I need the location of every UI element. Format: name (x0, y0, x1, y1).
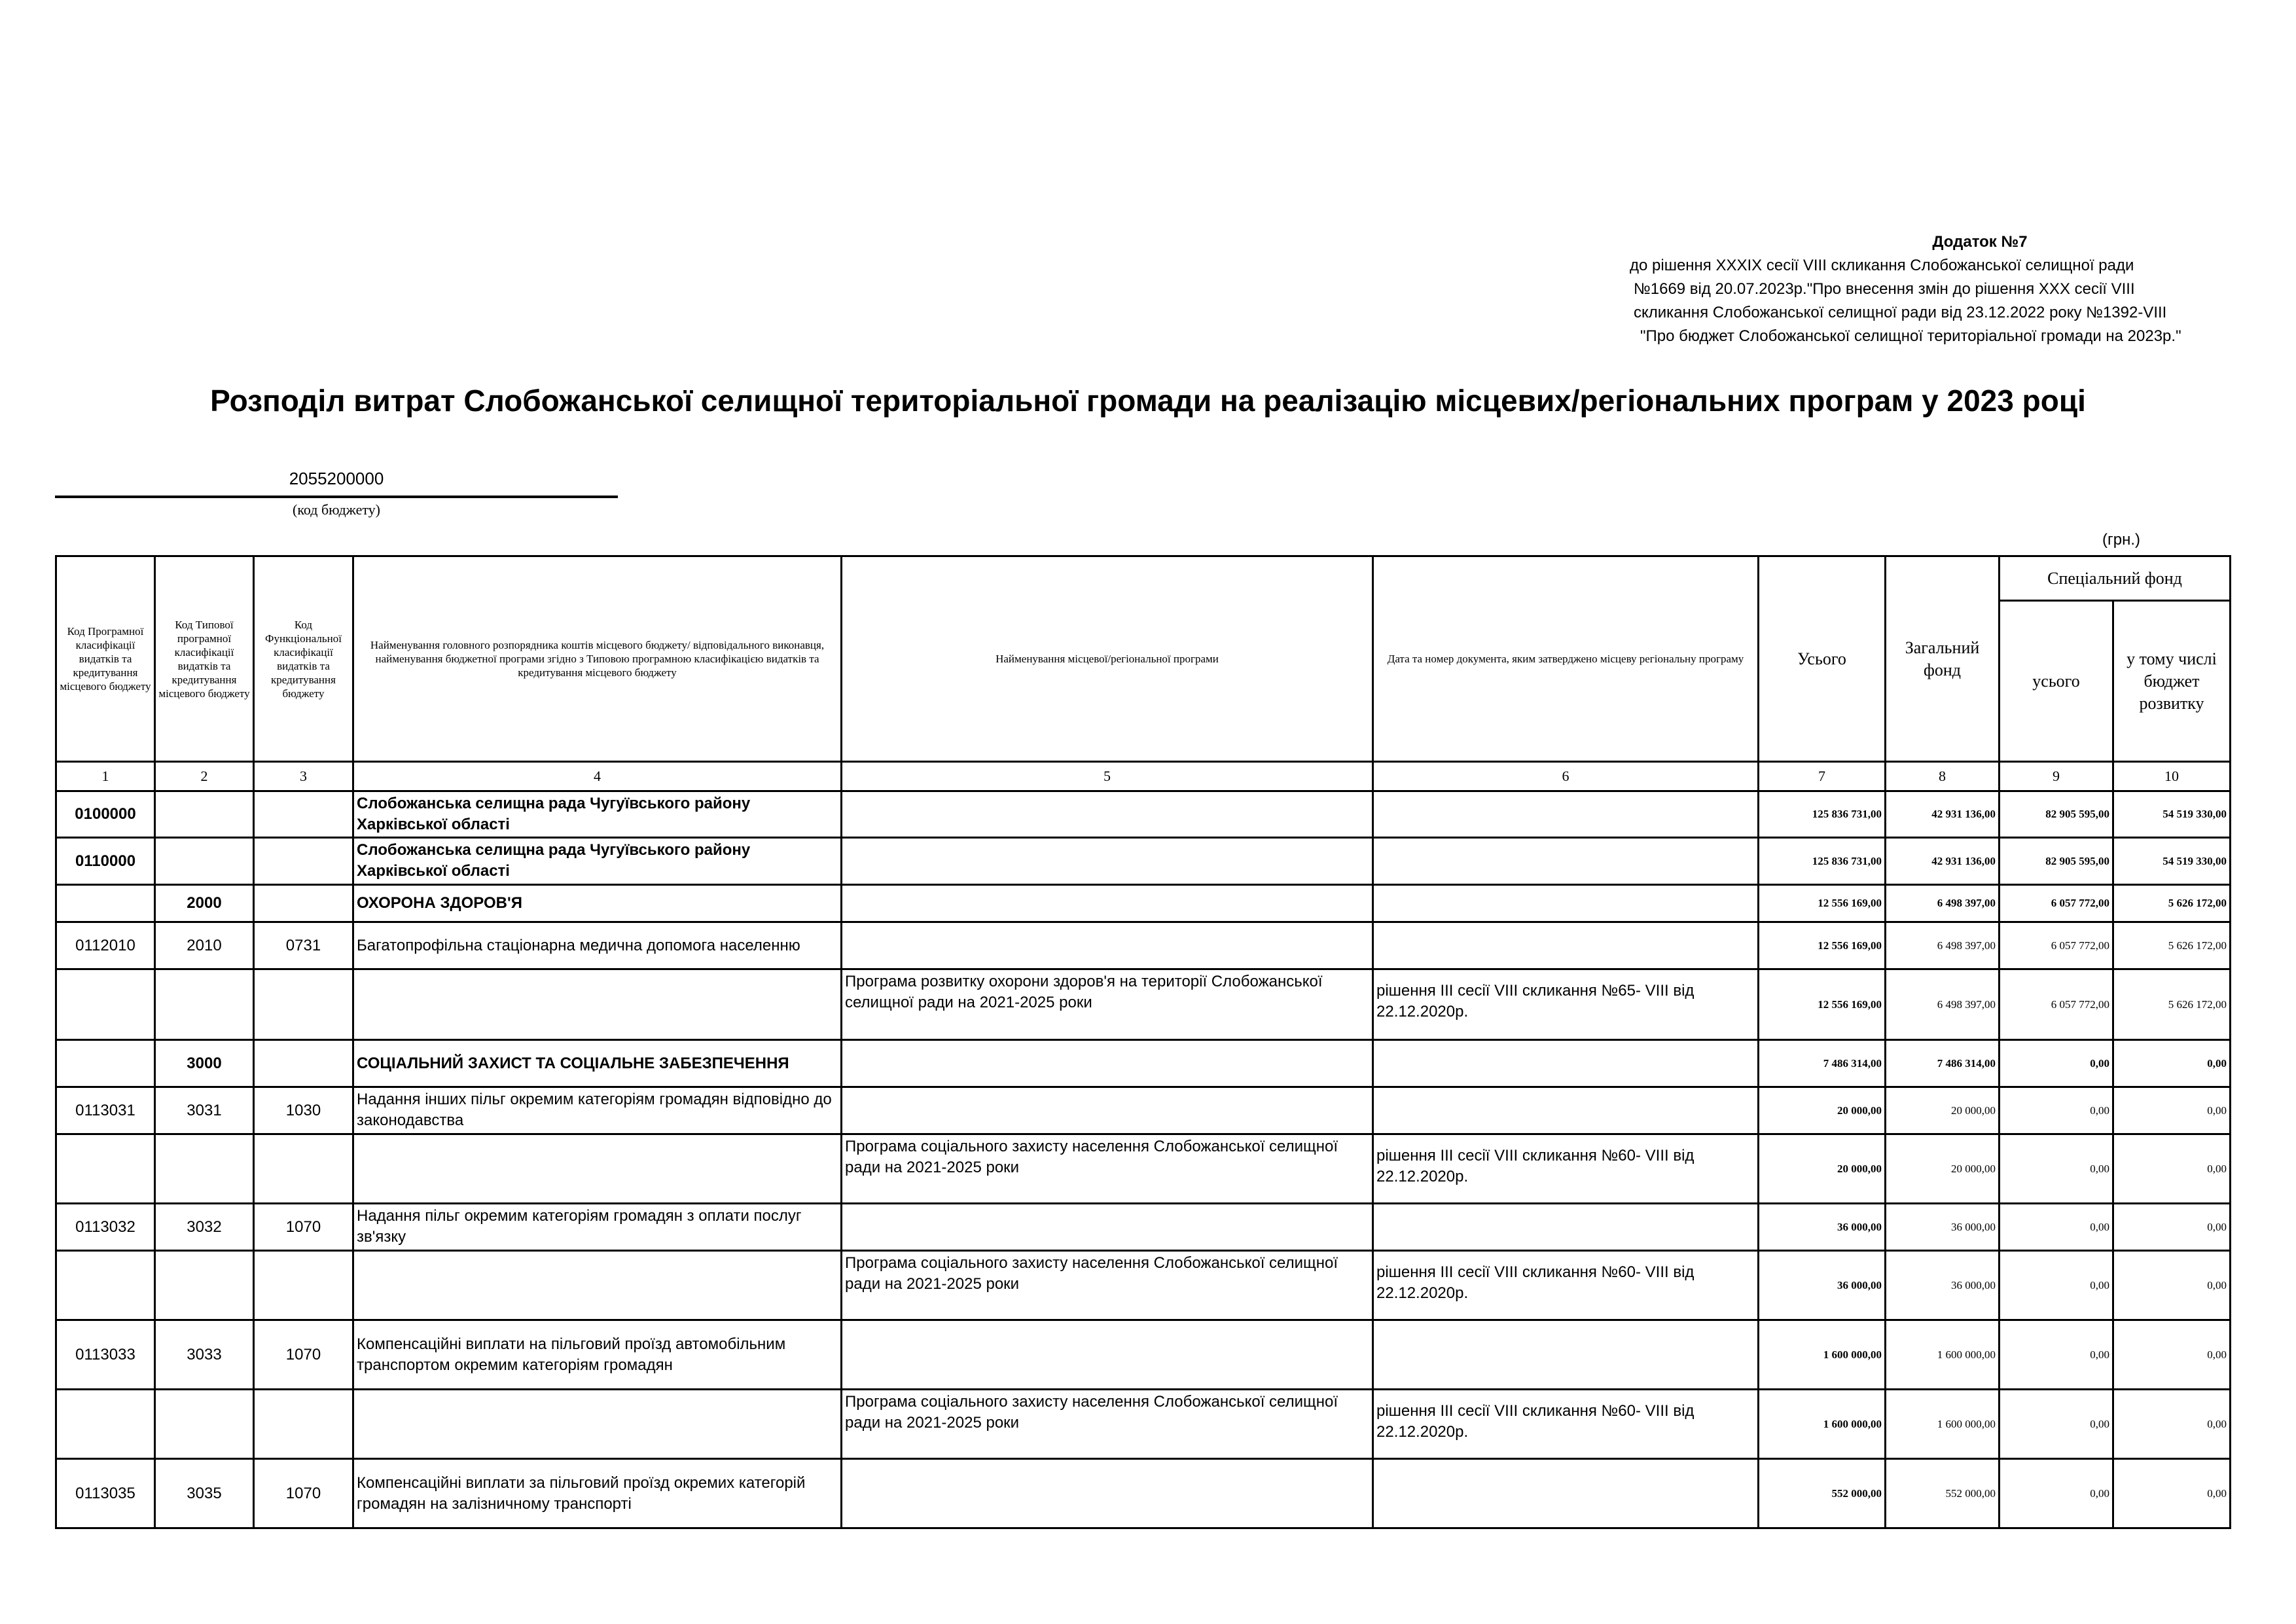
program-code (56, 1251, 155, 1320)
annex-title: Додаток №7 (1932, 233, 2028, 251)
amount-general-fund: 1 600 000,00 (1886, 1320, 2000, 1390)
local-program-name (842, 922, 1373, 969)
program-name: Надання інших пільг окремим категоріям громадян відповідно до законодавства (353, 1087, 842, 1134)
table-row (56, 969, 2231, 1040)
program-name: Компенсаційні виплати на пільговий проїзд автомобільним транспортом окремим категоріям громадян (353, 1320, 842, 1390)
table-header-row (56, 556, 2231, 601)
approval-document: рішення ІІІ сесії VIII скликання №65- VIII від 22.12.2020р. (1373, 969, 1759, 1040)
function-code (254, 838, 353, 885)
annex-line-2: №1669 від 20.07.2023р."Про внесення змін до рішення ХХХ сесії VIII (1634, 280, 2135, 298)
approval-document (1373, 838, 1759, 885)
approval-document: рішення ІІІ сесії VIII скликання №60- VIII від 22.12.2020р. (1373, 1134, 1759, 1204)
column-number: 7 (1759, 762, 1886, 791)
function-code (254, 1251, 353, 1320)
amount-special-fund: 6 057 772,00 (2000, 885, 2113, 922)
typical-code: 2010 (155, 922, 254, 969)
column-number: 1 (56, 762, 155, 791)
typical-code: 3033 (155, 1320, 254, 1390)
document-title: Розподіл витрат Слобожанської селищної територіальної громади на реалізацію місцевих/регіональних програм у 2023 році (210, 384, 2086, 418)
budget-code: 2055200000 (289, 469, 384, 488)
typical-code: 3032 (155, 1204, 254, 1251)
currency-unit: (грн.) (2102, 531, 2141, 549)
local-program-name (842, 885, 1373, 922)
approval-document (1373, 885, 1759, 922)
program-name: Надання пільг окремим категоріям громадян з оплати послуг зв'язку (353, 1204, 842, 1251)
program-name (353, 1390, 842, 1459)
amount-general-fund: 20 000,00 (1886, 1134, 2000, 1204)
header-col-3: Код Функціональної класифікації видатків та кредитування бюджету (254, 556, 353, 762)
local-program-name (842, 838, 1373, 885)
column-number: 2 (155, 762, 254, 791)
amount-special-fund: 0,00 (2000, 1087, 2113, 1134)
amount-general-fund: 20 000,00 (1886, 1087, 2000, 1134)
local-program-name (842, 791, 1373, 838)
approval-document (1373, 1320, 1759, 1390)
approval-document (1373, 791, 1759, 838)
column-number: 10 (2113, 762, 2231, 791)
amount-development-budget: 0,00 (2113, 1320, 2231, 1390)
amount-total: 7 486 314,00 (1759, 1040, 1886, 1087)
programs-table (55, 555, 2231, 1529)
amount-total: 12 556 169,00 (1759, 969, 1886, 1040)
approval-document (1373, 1204, 1759, 1251)
amount-total: 552 000,00 (1759, 1459, 1886, 1528)
header-col-8: Загальний фонд (1886, 556, 2000, 762)
program-name (353, 1134, 842, 1204)
table-row (56, 1320, 2231, 1390)
program-code (56, 1040, 155, 1087)
annex-line-4: "Про бюджет Слобожанської селищної територіальної громади на 2023р." (1640, 327, 2181, 345)
amount-development-budget: 0,00 (2113, 1134, 2231, 1204)
amount-general-fund: 7 486 314,00 (1886, 1040, 2000, 1087)
program-name: ОХОРОНА ЗДОРОВ'Я (353, 885, 842, 922)
program-code: 0113032 (56, 1204, 155, 1251)
function-code (254, 791, 353, 838)
table-row (56, 1459, 2231, 1528)
approval-document (1373, 1040, 1759, 1087)
amount-development-budget: 5 626 172,00 (2113, 885, 2231, 922)
local-program-name: Програма соціального захисту населення Слобожанської селищної ради на 2021-2025 роки (842, 1390, 1373, 1459)
table-row (56, 1134, 2231, 1204)
amount-general-fund: 552 000,00 (1886, 1459, 2000, 1528)
header-col-2: Код Типової програмної класифікації видатків та кредитування місцевого бюджету (155, 556, 254, 762)
amount-development-budget: 5 626 172,00 (2113, 922, 2231, 969)
column-number: 5 (842, 762, 1373, 791)
local-program-name (842, 1320, 1373, 1390)
column-numbers-row (56, 762, 2231, 791)
amount-total: 1 600 000,00 (1759, 1390, 1886, 1459)
function-code: 1070 (254, 1204, 353, 1251)
typical-code (155, 1390, 254, 1459)
amount-special-fund: 82 905 595,00 (2000, 838, 2113, 885)
table-row (56, 838, 2231, 885)
program-code: 0110000 (56, 838, 155, 885)
annex-line-1: до рішення ХХХІХ сесії VIII скликання Слобожанської селищної ради (1630, 257, 2134, 274)
amount-total: 125 836 731,00 (1759, 838, 1886, 885)
amount-general-fund: 36 000,00 (1886, 1204, 2000, 1251)
amount-total: 36 000,00 (1759, 1204, 1886, 1251)
program-name: Компенсаційні виплати за пільговий проїзд окремих категорій громадян на залізничному транспорті (353, 1459, 842, 1528)
program-code (56, 969, 155, 1040)
program-code (56, 1134, 155, 1204)
header-col-1: Код Програмної класифікації видатків та кредитування місцевого бюджету (56, 556, 155, 762)
amount-total: 1 600 000,00 (1759, 1320, 1886, 1390)
amount-development-budget: 54 519 330,00 (2113, 791, 2231, 838)
amount-special-fund: 0,00 (2000, 1320, 2113, 1390)
table-row (56, 1204, 2231, 1251)
table-row (56, 1087, 2231, 1134)
function-code (254, 1390, 353, 1459)
approval-document (1373, 1087, 1759, 1134)
header-col-4: Найменування головного розпорядника коштів місцевого бюджету/ відповідального виконавця, найменування бюджетної програми згідно з Типовою програмною класифікацією видатків та кредитування місцевого бюджету (353, 556, 842, 762)
approval-document: рішення ІІІ сесії VIII скликання №60- VIII від 22.12.2020р. (1373, 1251, 1759, 1320)
amount-general-fund: 42 931 136,00 (1886, 838, 2000, 885)
typical-code: 3000 (155, 1040, 254, 1087)
amount-general-fund: 6 498 397,00 (1886, 885, 2000, 922)
amount-development-budget: 5 626 172,00 (2113, 969, 2231, 1040)
amount-special-fund: 0,00 (2000, 1040, 2113, 1087)
amount-development-budget: 0,00 (2113, 1087, 2231, 1134)
amount-development-budget: 0,00 (2113, 1204, 2231, 1251)
amount-special-fund: 82 905 595,00 (2000, 791, 2113, 838)
amount-general-fund: 6 498 397,00 (1886, 922, 2000, 969)
column-number: 6 (1373, 762, 1759, 791)
amount-development-budget: 0,00 (2113, 1251, 2231, 1320)
amount-special-fund: 0,00 (2000, 1251, 2113, 1320)
program-code (56, 885, 155, 922)
amount-general-fund: 6 498 397,00 (1886, 969, 2000, 1040)
amount-total: 125 836 731,00 (1759, 791, 1886, 838)
program-code: 0100000 (56, 791, 155, 838)
typical-code (155, 1251, 254, 1320)
budget-code-underline (55, 496, 618, 498)
amount-total: 20 000,00 (1759, 1087, 1886, 1134)
function-code: 0731 (254, 922, 353, 969)
header-col-7: Усього (1759, 556, 1886, 762)
table-row (56, 922, 2231, 969)
typical-code (155, 1134, 254, 1204)
program-name: Багатопрофільна стаціонарна медична допомога населенню (353, 922, 842, 969)
amount-special-fund: 6 057 772,00 (2000, 969, 2113, 1040)
local-program-name (842, 1087, 1373, 1134)
local-program-name (842, 1459, 1373, 1528)
amount-development-budget: 0,00 (2113, 1459, 2231, 1528)
typical-code (155, 838, 254, 885)
header-special-fund: Спеціальний фонд (2000, 556, 2231, 601)
program-name: Слобожанська селищна рада Чугуївського району Харківської області (353, 791, 842, 838)
amount-development-budget: 0,00 (2113, 1390, 2231, 1459)
program-code: 0113035 (56, 1459, 155, 1528)
header-col-6: Дата та номер документа, яким затверджено місцеву регіональну програму (1373, 556, 1759, 762)
amount-total: 36 000,00 (1759, 1251, 1886, 1320)
typical-code: 3031 (155, 1087, 254, 1134)
column-number: 9 (2000, 762, 2113, 791)
typical-code (155, 791, 254, 838)
column-number: 4 (353, 762, 842, 791)
amount-total: 12 556 169,00 (1759, 885, 1886, 922)
program-code: 0112010 (56, 922, 155, 969)
amount-special-fund: 0,00 (2000, 1134, 2113, 1204)
amount-development-budget: 0,00 (2113, 1040, 2231, 1087)
annex-header (1630, 230, 2245, 348)
column-number: 3 (254, 762, 353, 791)
approval-document (1373, 1459, 1759, 1528)
table-row (56, 885, 2231, 922)
amount-development-budget: 54 519 330,00 (2113, 838, 2231, 885)
typical-code: 2000 (155, 885, 254, 922)
amount-special-fund: 0,00 (2000, 1459, 2113, 1528)
amount-special-fund: 0,00 (2000, 1204, 2113, 1251)
amount-general-fund: 42 931 136,00 (1886, 791, 2000, 838)
program-code: 0113031 (56, 1087, 155, 1134)
amount-special-fund: 0,00 (2000, 1390, 2113, 1459)
program-code (56, 1390, 155, 1459)
budget-code-label: (код бюджету) (293, 501, 380, 518)
table-row (56, 1390, 2231, 1459)
header-col-10: у тому числі бюджет розвитку (2113, 601, 2231, 762)
function-code: 1070 (254, 1320, 353, 1390)
local-program-name: Програма соціального захисту населення Слобожанської селищної ради на 2021-2025 роки (842, 1134, 1373, 1204)
program-name: Слобожанська селищна рада Чугуївського району Харківської області (353, 838, 842, 885)
header-col-9: усього (2000, 601, 2113, 762)
table-row (56, 1040, 2231, 1087)
function-code: 1070 (254, 1459, 353, 1528)
program-name (353, 969, 842, 1040)
table-row (56, 1251, 2231, 1320)
function-code: 1030 (254, 1087, 353, 1134)
header-col-5: Найменування місцевої/регіональної програми (842, 556, 1373, 762)
program-name (353, 1251, 842, 1320)
function-code (254, 1134, 353, 1204)
annex-line-3: скликання Слобожанської селищної ради від 23.12.2022 року №1392-VIII (1634, 304, 2167, 321)
function-code (254, 969, 353, 1040)
table-row (56, 791, 2231, 838)
amount-total: 12 556 169,00 (1759, 922, 1886, 969)
typical-code: 3035 (155, 1459, 254, 1528)
local-program-name: Програма розвитку охорони здоров'я на території Слобожанської селищної ради на 2021-2025 роки (842, 969, 1373, 1040)
function-code (254, 1040, 353, 1087)
approval-document: рішення ІІІ сесії VIII скликання №60- VIII від 22.12.2020р. (1373, 1390, 1759, 1459)
amount-special-fund: 6 057 772,00 (2000, 922, 2113, 969)
program-code: 0113033 (56, 1320, 155, 1390)
approval-document (1373, 922, 1759, 969)
amount-general-fund: 36 000,00 (1886, 1251, 2000, 1320)
local-program-name (842, 1040, 1373, 1087)
function-code (254, 885, 353, 922)
program-name: СОЦІАЛЬНИЙ ЗАХИСТ ТА СОЦІАЛЬНЕ ЗАБЕЗПЕЧЕННЯ (353, 1040, 842, 1087)
column-number: 8 (1886, 762, 2000, 791)
local-program-name: Програма соціального захисту населення Слобожанської селищної ради на 2021-2025 роки (842, 1251, 1373, 1320)
amount-general-fund: 1 600 000,00 (1886, 1390, 2000, 1459)
local-program-name (842, 1204, 1373, 1251)
typical-code (155, 969, 254, 1040)
amount-total: 20 000,00 (1759, 1134, 1886, 1204)
